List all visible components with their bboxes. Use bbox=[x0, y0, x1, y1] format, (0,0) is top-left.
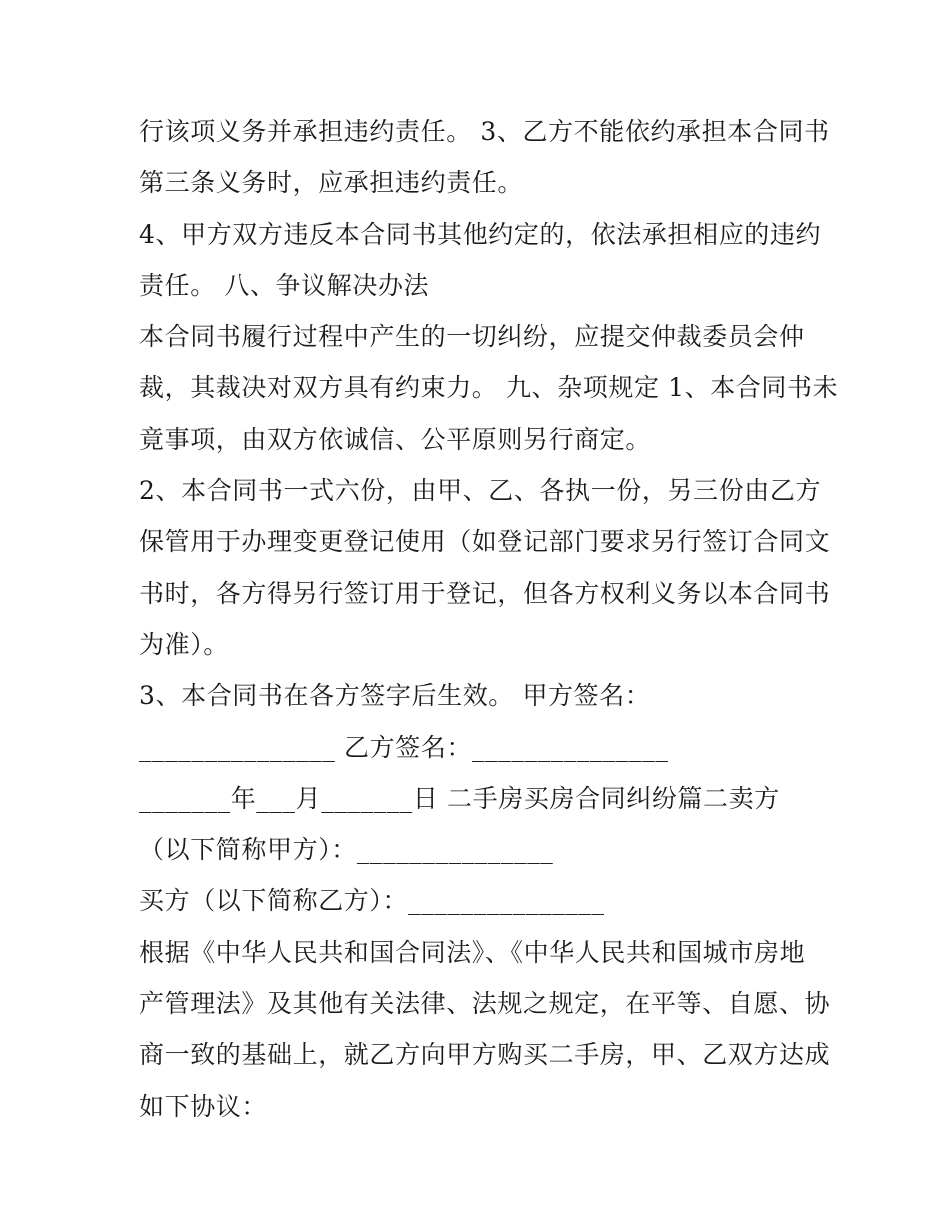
text-line-5: 本合同书履行过程中产生的一切纠纷，应提交仲裁委员会仲 bbox=[139, 322, 805, 352]
text-line-9: 保管用于办理变更登记使用（如登记部门要求另行签订合同文 bbox=[139, 527, 831, 557]
contract-text-body bbox=[139, 106, 839, 1132]
text-line-20: 如下协议： bbox=[139, 1091, 268, 1121]
text-line-7: 竟事项，由双方依诚信、公平原则另行商定。 bbox=[139, 424, 652, 454]
text-line-12: 3、本合同书在各方签字后生效。 甲方签名： bbox=[139, 681, 651, 711]
text-line-11: 为准）。 bbox=[139, 629, 229, 659]
text-line-10: 书时，各方得另行签订用于登记，但各方权利义务以本合同书 bbox=[139, 578, 831, 608]
seller-line: （以下简称甲方）：_______________ bbox=[139, 835, 554, 865]
text-line-2: 第三条义务时，应承担违约责任。 bbox=[139, 168, 524, 198]
date-line: _______年___月_______日 二手房买房合同纠纷篇二卖方 bbox=[139, 783, 780, 813]
text-line-4: 责任。 八、争议解决办法 bbox=[139, 270, 430, 300]
text-line-3: 4、甲方双方违反本合同书其他约定的，依法承担相应的违约 bbox=[139, 219, 822, 249]
text-line-17: 根据《中华人民共和国合同法》、《中华人民共和国城市房地 bbox=[139, 937, 806, 967]
text-line-18: 产管理法》及其他有关法律、法规之规定，在平等、自愿、协 bbox=[139, 989, 831, 1019]
text-line-19: 商一致的基础上，就乙方向甲方购买二手房，甲、乙双方达成 bbox=[139, 1040, 831, 1070]
buyer-line: 买方（以下简称乙方）：_______________ bbox=[139, 886, 605, 916]
text-line-1: 行该项义务并承担违约责任。 3、乙方不能依约承担本合同书 bbox=[139, 117, 830, 146]
text-line-8: 2、本合同书一式六份，由甲、乙、各执一份，另三份由乙方 bbox=[139, 476, 822, 506]
signature-line: _______________ 乙方签名：_______________ bbox=[139, 732, 669, 762]
text-line-6: 裁，其裁决对双方具有约束力。 九、杂项规定 1、本合同书未 bbox=[139, 373, 839, 403]
